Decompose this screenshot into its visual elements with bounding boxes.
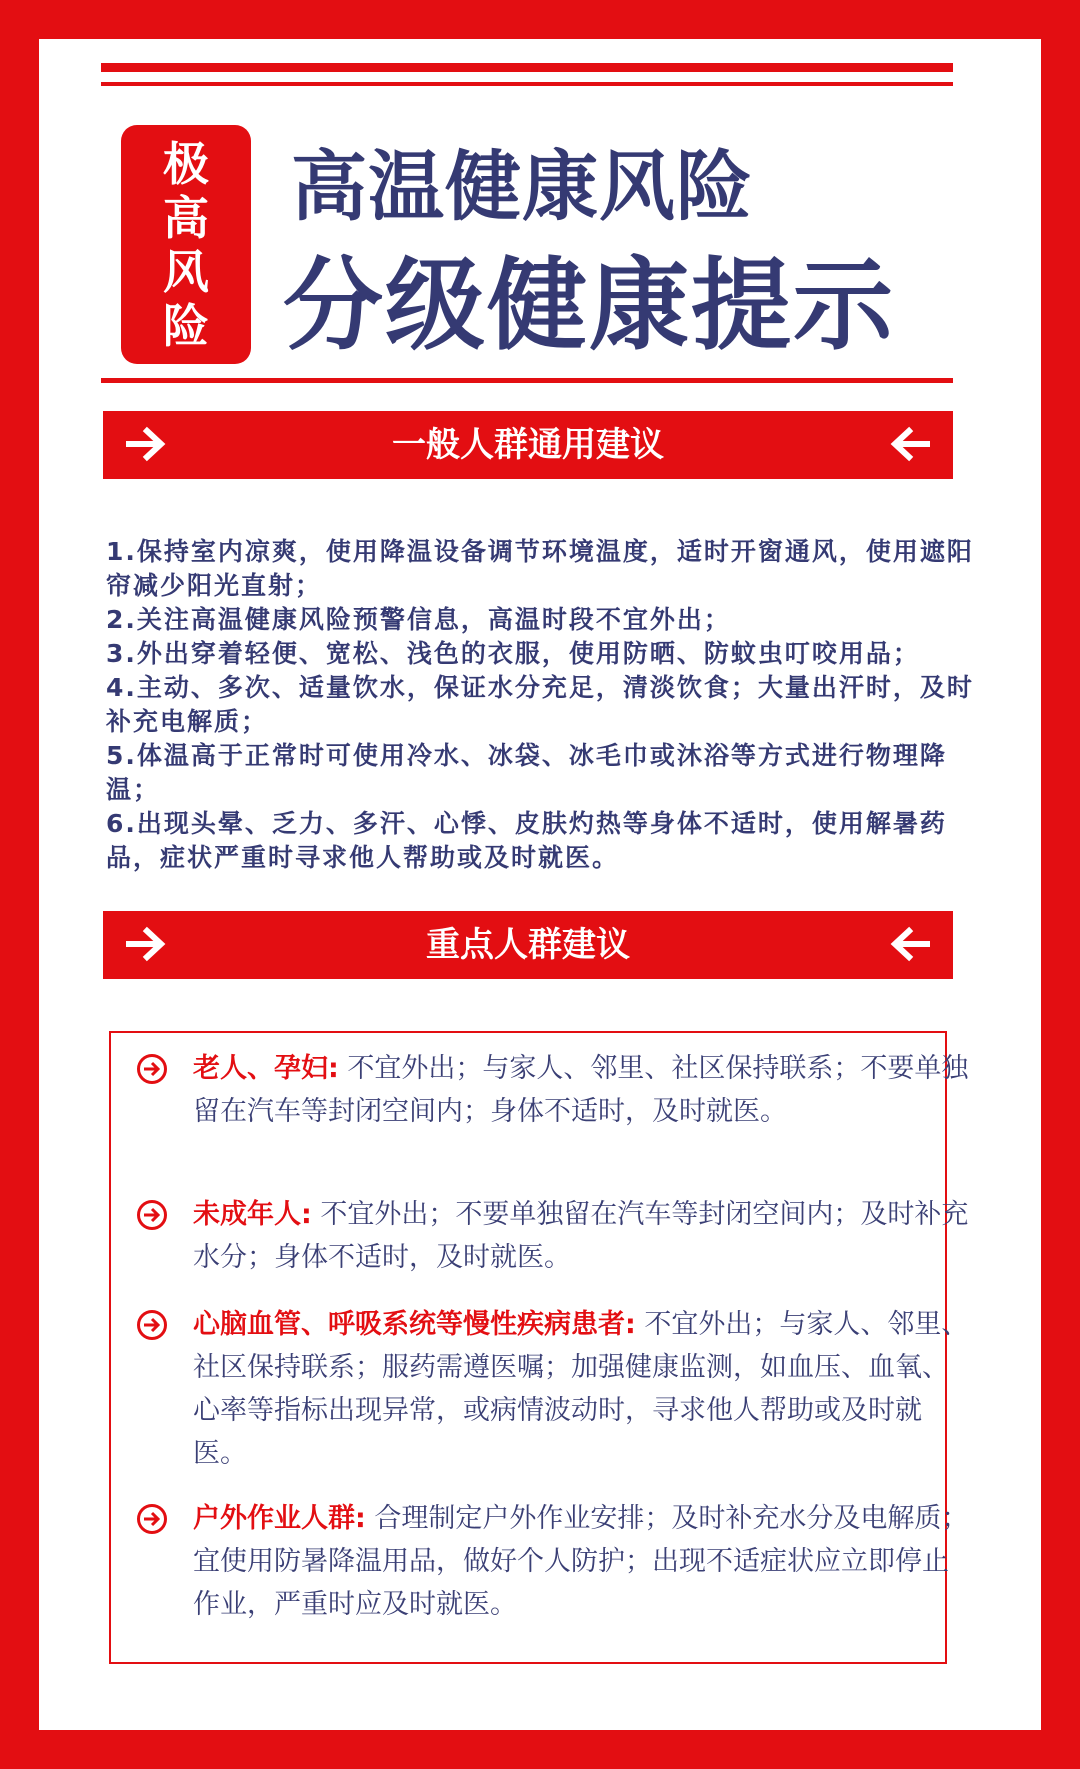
general-advice-list [106,535,974,875]
key-group-elderly [193,1047,973,1133]
circle-arrow-right-icon [136,1199,168,1231]
key-group-title: 未成年人: [193,1199,312,1230]
section-title-general: 一般人群通用建议 [392,425,664,465]
key-group-text: 不宜外出；不要单独留在汽车等封闭空间内；及时补充水分；身体不适时，及时就医。 [193,1199,969,1273]
key-group-title: 户外作业人群: [193,1503,366,1534]
title-line-1: 高温健康风险 [291,142,753,231]
key-group-chronic [193,1303,973,1475]
general-advice-item-6: 6.出现头晕、乏力、多汗、心悸、皮肤灼热等身体不适时，使用解暑药品，症状严重时寻求他人帮助或及时就医。 [106,809,947,872]
title-divider [101,378,953,383]
top-divider-thin [101,82,953,86]
section-header-key [103,911,953,979]
arrow-left-icon [887,922,931,966]
arrow-left-icon [887,422,931,466]
risk-level-badge [121,125,251,364]
section-title-key: 重点人群建议 [426,925,630,965]
poster-canvas [39,39,1041,1730]
key-group-title: 老人、孕妇: [193,1053,339,1084]
key-group-title: 心脑血管、呼吸系统等慢性疾病患者: [193,1309,636,1340]
key-group-text: 不宜外出；与家人、邻里、社区保持联系；服药需遵医嘱；加强健康监测，如血压、血氧、心率等指标出现异常，或病情波动时，寻求他人帮助或及时就医。 [193,1309,969,1469]
circle-arrow-right-icon [136,1503,168,1535]
general-advice-item-1: 1.保持室内凉爽，使用降温设备调节环境温度，适时开窗通风，使用遮阳帘减少阳光直射； [106,537,974,600]
top-divider-thick [101,63,953,72]
section-header-general [103,411,953,479]
general-advice-item-2: 2.关注高温健康风险预警信息，高温时段不宜外出； [106,605,731,634]
circle-arrow-right-icon [136,1053,168,1085]
key-group-outdoor [193,1497,973,1626]
key-group-minors [193,1193,973,1279]
title-line-2: 分级健康提示 [283,247,895,364]
risk-level-badge-text: 极高风险 [163,136,209,353]
general-advice-item-5: 5.体温高于正常时可使用冷水、冰袋、冰毛巾或沐浴等方式进行物理降温； [106,741,947,804]
key-group-text: 不宜外出；与家人、邻里、社区保持联系；不要单独留在汽车等封闭空间内；身体不适时，及时就医。 [193,1053,969,1127]
key-groups-box [109,1031,969,1664]
general-advice-item-3: 3.外出穿着轻便、宽松、浅色的衣服，使用防晒、防蚊虫叮咬用品； [106,639,920,668]
general-advice-item-4: 4.主动、多次、适量饮水，保证水分充足，清淡饮食；大量出汗时，及时补充电解质； [106,673,974,736]
circle-arrow-right-icon [136,1309,168,1341]
key-group-text: 合理制定户外作业安排；及时补充水分及电解质；宜使用防暑降温用品，做好个人防护；出现不适症状应立即停止作业，严重时应及时就医。 [193,1503,969,1620]
